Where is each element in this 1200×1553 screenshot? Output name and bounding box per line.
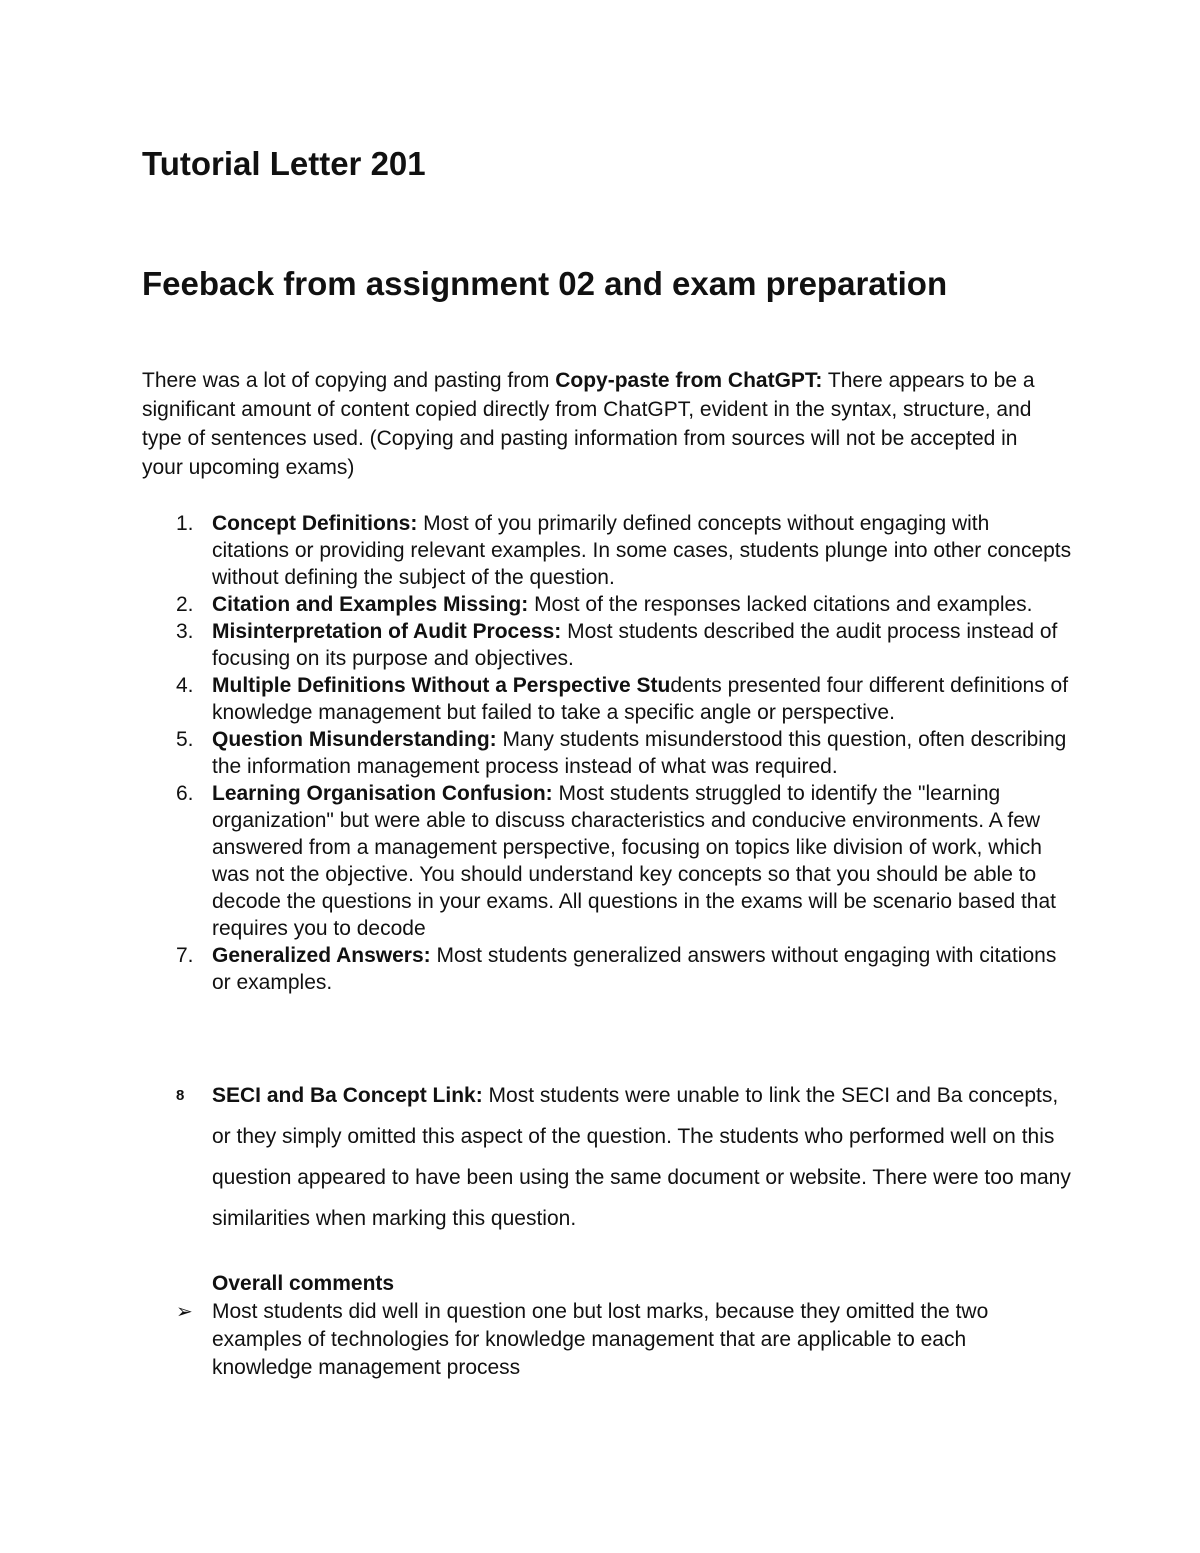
- list-item: [142, 780, 1072, 942]
- list-item-text: dents presented four different definitions of knowledge management but failed to take a specific angle or perspective.: [212, 674, 1069, 724]
- overall-comments-heading: Overall comments: [212, 1272, 395, 1295]
- feedback-list: [142, 510, 1072, 996]
- list-item-number: 6.: [176, 782, 194, 805]
- list-item-text: Most students struggled to identify the "learning organization" but were able to discuss characteristics and conducive environments. A few answered from a management perspective, focusing on topics like division of work, which was not the objective. You should understand key concepts so that you should be able to decode the questions in your exams. All questions in the exams will be scenario based that requires you to decode: [212, 782, 1056, 940]
- list-item-text: Many students misunderstood this question, often describing the information management process instead of what was required.: [212, 728, 1067, 778]
- list-item: [142, 726, 1072, 780]
- list-item-text: Most students described the audit process instead of focusing on its purpose and objectives.: [212, 620, 1058, 670]
- overall-comment-text: Most students did well in question one but lost marks, because they omitted the two examples of technologies for knowledge management that are applicable to each knowledge management process: [212, 1300, 989, 1379]
- document-subtitle: Feeback from assignment 02 and exam preparation: [142, 265, 948, 302]
- list-item-heading: Learning Organisation Confusion:: [212, 782, 553, 805]
- list-item: [142, 591, 1072, 618]
- list-item: [142, 510, 1072, 591]
- list-item-text: Most students were unable to link the SECI and Ba concepts, or they simply omitted this aspect of the question. The students who performed well on this question appeared to have been using the same document or website. There were too many similarities when marking this question.: [212, 1084, 1071, 1230]
- list-item-number: 5.: [176, 728, 194, 751]
- list-item-number: 1.: [176, 512, 194, 535]
- list-item-number: 2.: [176, 593, 194, 616]
- list-item-text: Most of the responses lacked citations and examples.: [528, 593, 1033, 616]
- list-item: [142, 942, 1072, 996]
- list-item-heading: Multiple Definitions Without a Perspective Stu: [212, 674, 671, 697]
- list-item-number: 8: [176, 1087, 185, 1104]
- list-item-heading: SECI and Ba Concept Link:: [212, 1084, 483, 1107]
- list-item-number: 3.: [176, 620, 194, 643]
- intro-paragraph: [142, 366, 1042, 482]
- overall-comment-bullet: [142, 1298, 1072, 1382]
- list-item-heading: Generalized Answers:: [212, 944, 431, 967]
- list-item: [142, 672, 1072, 726]
- list-item-heading: Concept Definitions:: [212, 512, 418, 535]
- list-item-heading: Question Misunderstanding:: [212, 728, 497, 751]
- list-item: [142, 618, 1072, 672]
- list-item-number: 4.: [176, 674, 194, 697]
- intro-bold: Copy-paste from ChatGPT:: [555, 369, 823, 392]
- list-item-heading: Citation and Examples Missing:: [212, 593, 529, 616]
- list-item-number: 7.: [176, 944, 194, 967]
- intro-text: There appears to be a significant amount of content copied directly from ChatGPT, evident in the syntax, structure, and type of sentences used. (Copying and pasting information from sources will not be accepted in your upcoming exams): [142, 369, 1035, 479]
- intro-lead: There was a lot of copying and pasting from: [142, 369, 556, 392]
- arrow-bullet-icon: ➢: [176, 1301, 193, 1323]
- list-item-heading: Misinterpretation of Audit Process:: [212, 620, 562, 643]
- list-item-text: Most of you primarily defined concepts without engaging with citations or providing relevant examples. In some cases, students plunge into other concepts without defining the subject of the question.: [212, 512, 1072, 589]
- list-item-text: Most students generalized answers without engaging with citations or examples.: [212, 944, 1057, 994]
- list-item-8: [142, 1075, 1072, 1239]
- document-title: Tutorial Letter 201: [142, 145, 426, 182]
